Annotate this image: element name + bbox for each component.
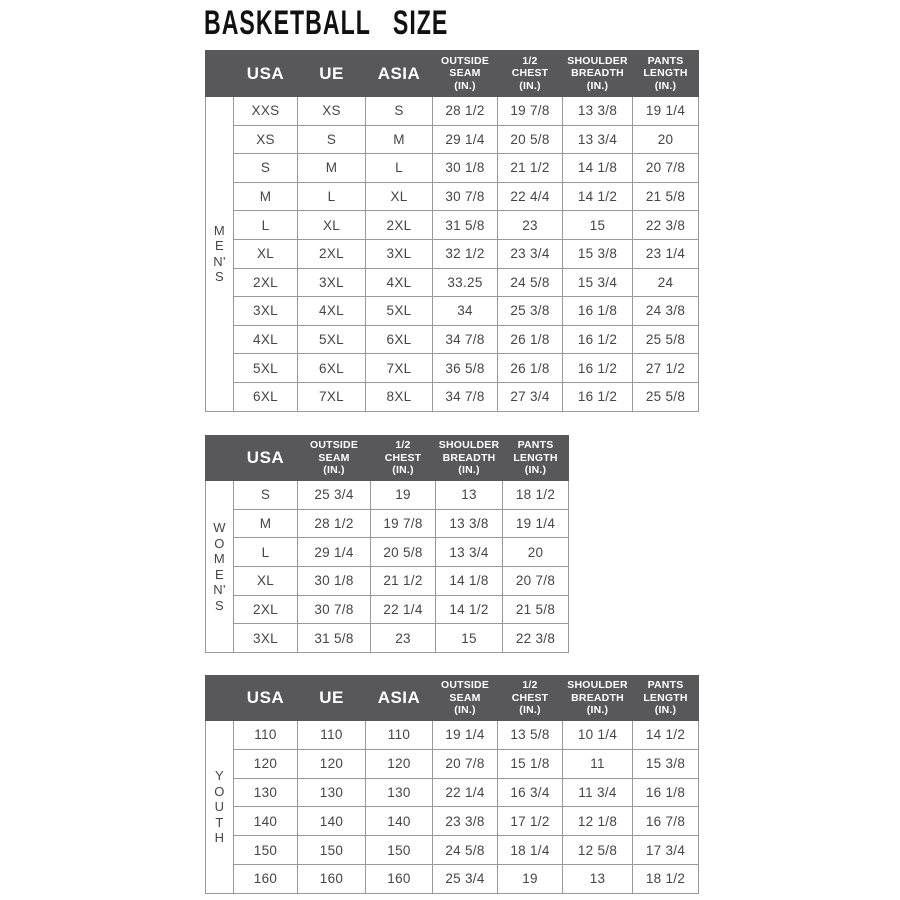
column-header [234,436,298,481]
size-cell: 120 [234,749,298,778]
group-label-letter: M [213,551,226,567]
group-label-letter: H [214,830,225,846]
size-cell: 14 1/2 [633,721,699,750]
column-header-line: OUTSIDE [440,54,490,67]
size-cell: 16 1/8 [633,778,699,807]
size-cell: 27 3/4 [498,382,563,411]
size-cell: 21 5/8 [503,595,569,624]
column-header-line: SHOULDER [438,439,500,452]
size-cell: 150 [298,836,366,865]
size-cell: 26 1/8 [498,354,563,383]
size-cell: 6XL [298,354,366,383]
size-cell: 12 5/8 [563,836,633,865]
column-header [503,436,569,481]
size-cell: 3XL [234,624,298,653]
size-cell: 130 [234,778,298,807]
size-cell: 22 3/8 [633,211,699,240]
size-cell: 29 1/4 [298,538,371,567]
size-cell: 23 [498,211,563,240]
size-cell: 24 5/8 [433,836,498,865]
size-cell: 110 [366,721,433,750]
column-header [371,436,436,481]
group-label-letter: N' [213,582,226,598]
column-header [436,436,503,481]
size-cell: 19 1/4 [433,721,498,750]
size-cell: 130 [366,778,433,807]
column-header-line: LENGTH [643,691,688,704]
column-header-line: PANTS [517,439,554,452]
size-cell: 16 1/8 [563,297,633,326]
size-cell: 13 [563,864,633,893]
size-cell: 23 [371,624,436,653]
size-cell: 16 1/2 [563,354,633,383]
size-cell: 18 1/4 [498,836,563,865]
size-cell: XL [234,567,298,596]
size-cell: 20 5/8 [371,538,436,567]
womens-table [205,435,569,653]
size-cell: 25 3/8 [498,297,563,326]
size-cell: 34 [433,297,498,326]
size-cell: 140 [366,807,433,836]
table-row [206,595,569,624]
table-row [206,268,699,297]
size-cell: L [366,154,433,183]
column-header-line: BREADTH [571,691,624,704]
size-cell: 12 1/8 [563,807,633,836]
size-cell: 22 3/8 [503,624,569,653]
size-cell: 2XL [366,211,433,240]
table-row [206,182,699,211]
table-row [206,125,699,154]
column-header [563,676,633,721]
size-cell: 18 1/2 [503,481,569,510]
size-cell: 16 1/2 [563,325,633,354]
size-cell: 20 [503,538,569,567]
size-cell: 2XL [234,595,298,624]
size-cell: 15 1/8 [498,749,563,778]
column-header [563,51,633,97]
size-cell: 22 4/4 [498,182,563,211]
column-header-line: (IN.) [323,464,345,477]
column-header-line: OUTSIDE [440,679,490,692]
size-cell: 15 3/4 [563,268,633,297]
column-header [366,676,433,721]
size-cell: 22 1/4 [433,778,498,807]
header-spacer [206,436,234,481]
column-header [298,51,366,97]
column-header-line: SHOULDER [567,54,628,67]
size-cell: 7XL [298,382,366,411]
table-row [206,864,699,893]
table-row [206,749,699,778]
size-cell: XL [298,211,366,240]
size-cell: 6XL [234,382,298,411]
size-cell: 30 1/8 [298,567,371,596]
size-cell: 14 1/8 [563,154,633,183]
column-header-line: (IN.) [654,79,677,92]
column-header-line: PANTS [647,679,684,692]
size-cell: 25 3/4 [298,481,371,510]
size-cell: 13 3/4 [563,125,633,154]
column-header-line: ASIA [377,63,421,83]
column-header-line: USA [246,688,285,707]
column-header [498,51,563,97]
column-header-line: 1/2 [395,439,411,452]
column-header [633,51,699,97]
size-cell: 19 1/4 [503,509,569,538]
column-header-line: LENGTH [513,451,558,464]
size-cell: 11 [563,749,633,778]
column-header [366,51,433,97]
size-cell: 13 3/8 [436,509,503,538]
size-cell: 30 7/8 [433,182,498,211]
size-cell: XS [234,125,298,154]
column-header-line: (IN.) [524,464,547,477]
size-cell: 2XL [298,239,366,268]
header-spacer [206,676,234,721]
size-cell: 21 1/2 [498,154,563,183]
group-label-letter: N' [213,253,226,269]
table-row [206,154,699,183]
size-cell: 23 3/8 [433,807,498,836]
group-label-letter: E [215,238,224,254]
table-row [206,382,699,411]
column-header [433,676,498,721]
size-cell: 150 [366,836,433,865]
size-cell: 19 [498,864,563,893]
size-cell: 14 1/2 [563,182,633,211]
mens-table [205,50,699,412]
column-header-line: BREADTH [442,451,496,464]
size-cell: 36 5/8 [433,354,498,383]
size-cell: 18 1/2 [633,864,699,893]
size-cell: 13 [436,481,503,510]
womens-size-table [205,435,569,653]
size-cell: 19 1/4 [633,97,699,126]
size-cell: 19 [371,481,436,510]
size-cell: 24 3/8 [633,297,699,326]
column-header-line: USA [246,63,285,83]
column-header [298,676,366,721]
size-cell: 20 7/8 [503,567,569,596]
size-cell: 15 3/8 [563,239,633,268]
group-label-letter: U [214,799,225,815]
size-cell: 25 5/8 [633,382,699,411]
size-cell: 15 [563,211,633,240]
size-cell: 19 7/8 [371,509,436,538]
size-cell: S [234,481,298,510]
size-cell: 130 [298,778,366,807]
column-header-line: USA [246,448,285,467]
size-cell: 11 3/4 [563,778,633,807]
group-label-letter: O [214,535,225,551]
size-cell: S [234,154,298,183]
column-header-line: 1/2 [522,54,538,67]
size-cell: 26 1/8 [498,325,563,354]
group-label-letter: Y [215,768,224,784]
size-cell: 21 5/8 [633,182,699,211]
size-cell: 160 [366,864,433,893]
size-cell: 34 7/8 [433,325,498,354]
table-row [206,538,569,567]
column-header-line: UE [319,688,344,707]
mens-group-label [206,97,234,412]
size-cell: 17 1/2 [498,807,563,836]
column-header-line: CHEST [511,67,549,80]
column-header-line: BREADTH [571,67,624,80]
size-cell: 5XL [234,354,298,383]
column-header-line: UE [319,63,344,83]
youth-group-label [206,721,234,894]
table-row [206,567,569,596]
size-cell: 5XL [298,325,366,354]
size-cell: 140 [234,807,298,836]
column-header [298,436,371,481]
size-cell: 16 1/2 [563,382,633,411]
size-cell: 150 [234,836,298,865]
size-cell: 110 [234,721,298,750]
size-cell: M [366,125,433,154]
table-row [206,481,569,510]
column-header-line: (IN.) [519,79,541,92]
size-cell: M [234,509,298,538]
size-cell: XL [234,239,298,268]
size-cell: 4XL [366,268,433,297]
table-row [206,624,569,653]
column-header-line: CHEST [511,691,549,704]
column-header-line: SHOULDER [567,679,628,692]
column-header-line: PANTS [647,54,684,67]
size-cell: 3XL [234,297,298,326]
table-row [206,97,699,126]
size-cell: 5XL [366,297,433,326]
size-cell: 20 7/8 [633,154,699,183]
size-cell: 27 1/2 [633,354,699,383]
size-cell: 16 7/8 [633,807,699,836]
size-cell: 15 3/8 [633,749,699,778]
column-header [234,51,298,97]
group-label-letter: S [215,269,224,285]
column-header-line: (IN.) [392,464,414,477]
size-cell: L [234,538,298,567]
size-cell: S [298,125,366,154]
column-header-line: (IN.) [458,464,480,477]
size-cell: 25 3/4 [433,864,498,893]
column-header [234,676,298,721]
size-cell: 31 5/8 [298,624,371,653]
table-row [206,354,699,383]
size-cell: 8XL [366,382,433,411]
header-spacer [206,51,234,97]
column-header-line: (IN.) [586,79,609,92]
table-row [206,239,699,268]
column-header-line: LENGTH [643,67,688,80]
page-title: BASKETBALL SIZE [204,4,449,42]
column-header-line: (IN.) [654,704,677,717]
group-label-letter: W [213,520,226,536]
column-header-line: SEAM [318,451,350,464]
column-header [498,676,563,721]
size-cell: 110 [298,721,366,750]
group-label-letter: T [215,814,224,830]
size-cell: 16 3/4 [498,778,563,807]
size-cell: XXS [234,97,298,126]
size-cell: 29 1/4 [433,125,498,154]
size-cell: 32 1/2 [433,239,498,268]
size-cell: 33.25 [433,268,498,297]
size-cell: 23 3/4 [498,239,563,268]
group-label-letter: O [214,783,225,799]
size-cell: 34 7/8 [433,382,498,411]
column-header-line: (IN.) [454,704,476,717]
column-header-line: (IN.) [519,704,541,717]
womens-group-label [206,481,234,653]
table-row [206,211,699,240]
size-cell: 24 5/8 [498,268,563,297]
size-cell: 160 [234,864,298,893]
group-label-letter: M [213,222,226,238]
column-header-line: OUTSIDE [309,439,359,452]
size-cell: 15 [436,624,503,653]
table-row [206,509,569,538]
size-cell: 24 [633,268,699,297]
column-header-line: 1/2 [522,679,538,692]
youth-table [205,675,699,894]
size-cell: XS [298,97,366,126]
column-header [433,51,498,97]
table-row [206,325,699,354]
column-header-line: (IN.) [586,704,609,717]
size-cell: 22 1/4 [371,595,436,624]
size-cell: 30 1/8 [433,154,498,183]
size-cell: 28 1/2 [298,509,371,538]
size-cell: 20 [633,125,699,154]
column-header-line: SEAM [449,67,481,80]
size-cell: 14 1/8 [436,567,503,596]
size-cell: 30 7/8 [298,595,371,624]
size-cell: 160 [298,864,366,893]
size-cell: 19 7/8 [498,97,563,126]
table-row [206,836,699,865]
size-cell: L [234,211,298,240]
table-row [206,297,699,326]
size-cell: M [234,182,298,211]
size-cell: 21 1/2 [371,567,436,596]
size-cell: 4XL [234,325,298,354]
size-cell: 6XL [366,325,433,354]
size-cell: 3XL [366,239,433,268]
column-header-line: CHEST [384,451,422,464]
size-cell: 20 7/8 [433,749,498,778]
size-cell: 10 1/4 [563,721,633,750]
size-cell: 13 3/4 [436,538,503,567]
size-cell: 3XL [298,268,366,297]
size-cell: 25 5/8 [633,325,699,354]
size-cell: 14 1/2 [436,595,503,624]
size-cell: XL [366,182,433,211]
size-cell: S [366,97,433,126]
column-header [633,676,699,721]
column-header-line: SEAM [449,691,481,704]
group-label-letter: E [215,566,224,582]
size-cell: 23 1/4 [633,239,699,268]
mens-size-table [205,50,699,412]
size-cell: 4XL [298,297,366,326]
size-cell: 13 5/8 [498,721,563,750]
size-cell: 31 5/8 [433,211,498,240]
size-cell: 7XL [366,354,433,383]
size-cell: 2XL [234,268,298,297]
size-cell: 120 [298,749,366,778]
table-row [206,807,699,836]
column-header-line: (IN.) [454,79,476,92]
group-label-letter: S [215,597,224,613]
size-cell: 140 [298,807,366,836]
size-cell: 17 3/4 [633,836,699,865]
size-cell: 120 [366,749,433,778]
column-header-line: ASIA [377,688,421,707]
size-cell: 20 5/8 [498,125,563,154]
size-cell: M [298,154,366,183]
table-row [206,721,699,750]
size-cell: L [298,182,366,211]
youth-size-table [205,675,699,894]
size-cell: 13 3/8 [563,97,633,126]
table-row [206,778,699,807]
size-cell: 28 1/2 [433,97,498,126]
